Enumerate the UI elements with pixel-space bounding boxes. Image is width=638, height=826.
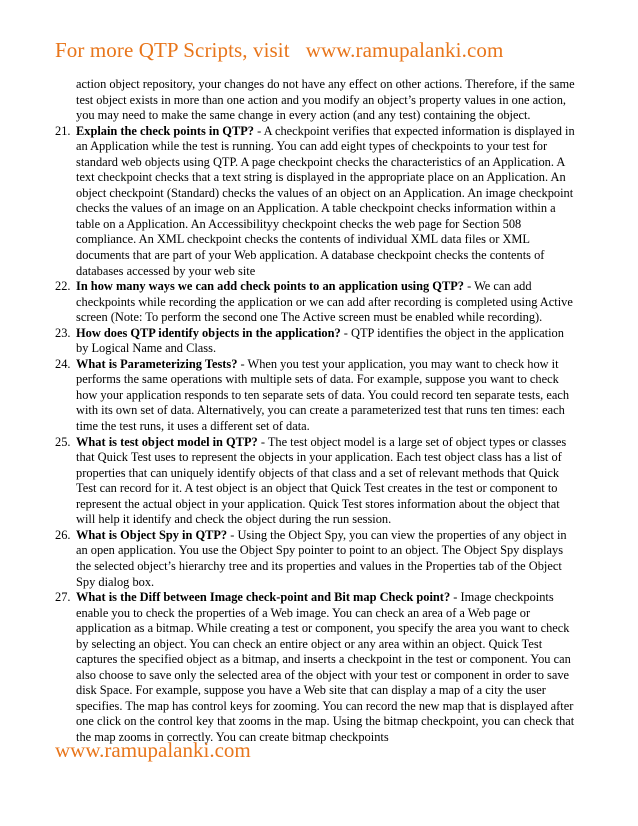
item-question: How does QTP identify objects in the application? <box>76 325 341 340</box>
item-number: 25. <box>55 434 71 449</box>
list-item-24 <box>55 357 575 435</box>
list-item-27 <box>55 590 575 745</box>
header-prefix: For more QTP Scripts, visit <box>55 38 290 62</box>
item-answer: - QTP identifies the object in the application by Logical Name and Class. <box>76 325 564 356</box>
page-header <box>55 38 503 63</box>
document-body <box>55 77 575 746</box>
item-question: In how many ways we can add check points to an application using QTP? <box>76 279 464 294</box>
item-number: 26. <box>55 527 71 542</box>
item-answer: - The test object model is a large set of object types or classes that Quick Test uses to represent the objects in your application. Each test object class has a list of properties that can uniquely identify objects of that class and a set of relevant methods that Quick Test can record for it. A test object is an object that Quick Test creates in the test or component to represent the actual object in your application. Quick Test stores information about the object that will help it identify and check the object during the run session. <box>76 434 567 527</box>
item-answer: - We can add checkpoints while recording the application or we can add after recording is completed using Active screen (Note: To perform the second one The Active screen must be enabled while recording). <box>76 279 573 325</box>
list-item-21 <box>55 124 575 279</box>
intro-text: action object repository, your changes do not have any effect on other actions. Therefore, if the same test object exists in more than one action and you modify an object’s property values in one action, you may need to make the same change in every action (and any test) containing the object. <box>76 77 575 123</box>
item-question: What is the Diff between Image check-point and Bit map Check point? <box>76 590 451 605</box>
item-number: 21. <box>55 123 71 138</box>
item-number: 24. <box>55 356 71 371</box>
item-answer: - When you test your application, you may want to check how it performs the same operations with multiple sets of data. For example, suppose you want to check how your application responds to ten separate sets of data. You could record ten separate tests, each with its own set of data. Alternatively, you can create a parameterized test that runs ten times: each time the test runs, it uses a different set of data. <box>76 356 570 434</box>
page-footer <box>55 738 251 763</box>
item-answer: - Using the Object Spy, you can view the properties of any object in an open application. You use the Object Spy pointer to point to an object. The Object Spy displays the selected object’s hierarchy tree and its properties and values in the Properties tab of the Object Spy dialog box. <box>76 527 567 589</box>
item-question: What is test object model in QTP? <box>76 434 258 449</box>
item-question: What is Object Spy in QTP? <box>76 527 228 542</box>
footer-url: www.ramupalanki.com <box>55 738 251 762</box>
item-answer: - Image checkpoints enable you to check the properties of a Web image. You can check an area of a Web page or application as a bitmap. While creating a test or component, you specify the area you want to check by selecting an object. You can check an entire object or any area within an object. Quick Test captures the specified object as a bitmap, and inserts a checkpoint in the test or component. You can also choose to save only the selected area of the object with your test or component in order to save disk Space. For example, suppose you have a Web site that can display a map of a city the user specifies. The map has control keys for zooming. You can record the new map that is displayed after one click on the control key that zooms in the map. Using the bitmap checkpoint, you can check that the map zooms in correctly. You can create bitmap checkpoints <box>76 590 575 744</box>
item-answer: - A checkpoint verifies that expected information is displayed in an Application while the test is running. You can add eight types of checkpoints to your test for standard web objects using QTP. A page checkpoint checks the characteristics of an Application. A text checkpoint checks that a text string is displayed in the appropriate place on an Application. An object checkpoint (Standard) checks the values of an object on an Application. An image checkpoint checks the values of an image on an Application. A table checkpoint checks information within a table on a Application. An Accessibilityy checkpoint checks the web page for Section 508 compliance. An XML checkpoint checks the contents of individual XML data files or XML documents that are part of your Web application. A database checkpoint checks the contents of databases accessed by your web site <box>76 123 575 278</box>
list-item-25 <box>55 435 575 528</box>
list-item-26 <box>55 528 575 590</box>
item-number: 22. <box>55 279 71 294</box>
item-question: Explain the check points in QTP? <box>76 123 254 138</box>
item-number: 23. <box>55 325 71 340</box>
item-question: What is Parameterizing Tests? <box>76 356 238 371</box>
list-item-22 <box>55 279 575 326</box>
item-number: 27. <box>55 590 71 605</box>
header-url: www.ramupalanki.com <box>305 38 504 62</box>
list-item-23 <box>55 326 575 357</box>
intro-paragraph <box>55 77 575 124</box>
